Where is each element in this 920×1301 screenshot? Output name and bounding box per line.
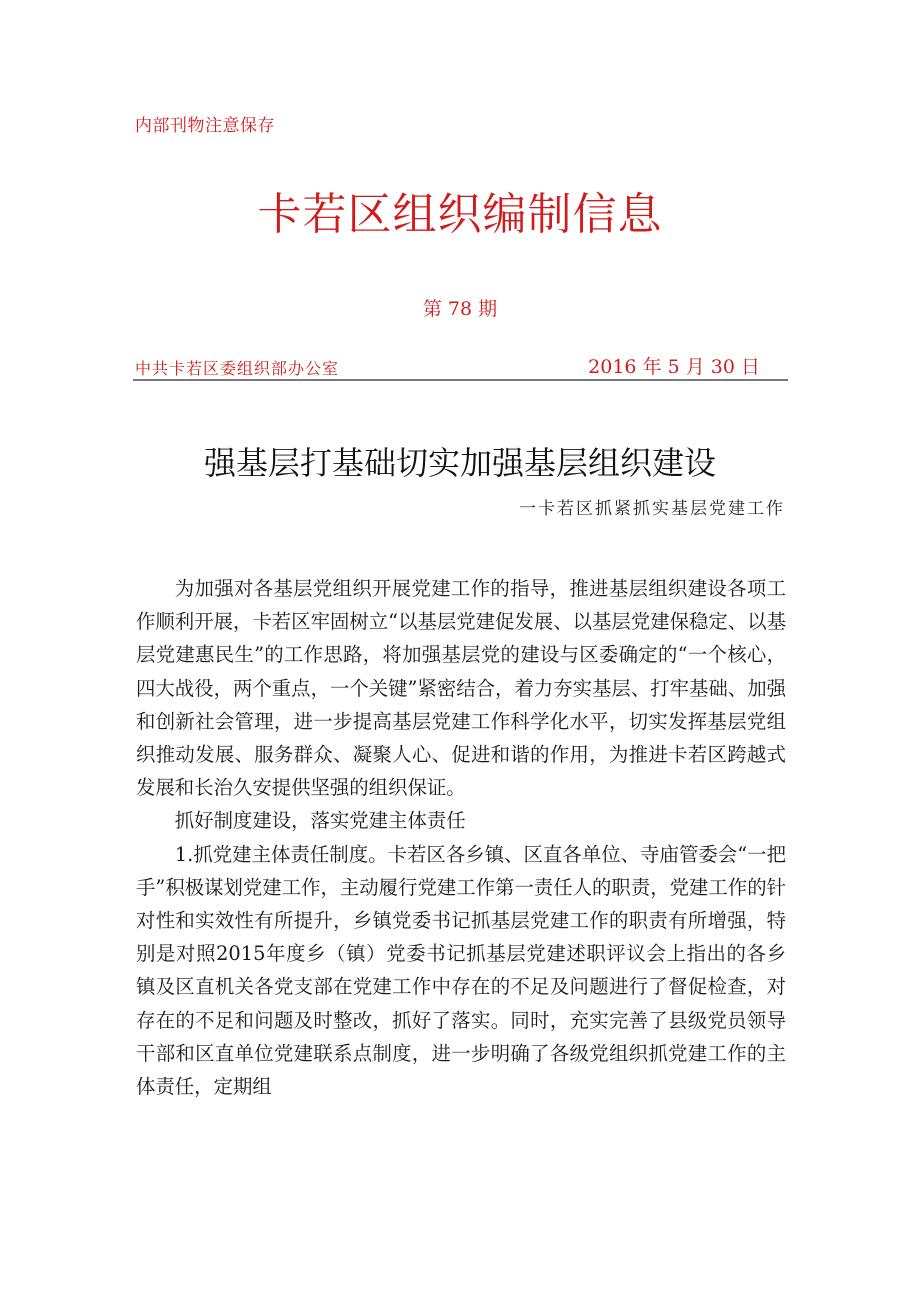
paragraph-intro: 为加强对各基层党组织开展党建工作的指导，推进基层组织建设各项工作顺利开展，卡若区牢固树立“以基层党建促发展、以基层党建保稳定、以基层党建惠民生”的工作思路，将加强基层党的建设与区委确定的“一个核心，四大战役，两个重点，一个关键”紧密结合，着力夯实基层、打牢基础、加强和创新社会管理，进一步提高基层党建工作科学化水平，切实发挥基层党组织推动发展、服务群众、凝聚人心、促进和谐的作用，为推进卡若区跨越式发展和长治久安提供坚强的组织保证。 xyxy=(136,577,786,800)
paragraph-item-1: 1.抓党建主体责任制度。卡若区各乡镇、区直各单位、寺庙管委会“一把手”积极谋划党建工作，主动履行党建工作第一责任人的职责，党建工作的针对性和实效性有所提升，乡镇党委书记抓基层党建工作的职责有所增强，特别是对照2015年度乡（镇）党委书记抓基层党建述职评议会上指出的各乡镇及区直机关各党支部在党建工作中存在的不足及问题进行了督促检查，对存在的不足和问题及时整改，抓好了落实。同时，充实完善了县级党员领导干部和区直单位党建联系点制度，进一步明确了各级党组织抓党建工作的主体责任，定期组 xyxy=(136,842,786,1099)
issue-number: 第 78 期 xyxy=(422,298,498,320)
article-subtitle: 一卡若区抓紧抓实基层党建工作 xyxy=(519,499,785,519)
issuing-office: 中共卡若区委组织部办公室 xyxy=(135,359,340,378)
section-heading: 抓好制度建设，落实党建主体责任 xyxy=(174,809,466,833)
internal-notice: 内部刊物注意保存 xyxy=(135,116,275,136)
masthead-title: 卡若区组织编制信息 xyxy=(257,189,663,240)
issue-date: 2016 年 5 月 30 日 xyxy=(588,356,760,378)
header-divider xyxy=(133,379,788,381)
article-body xyxy=(136,572,786,1103)
article-title: 强基层打基础切实加强基层组织建设 xyxy=(203,444,716,482)
